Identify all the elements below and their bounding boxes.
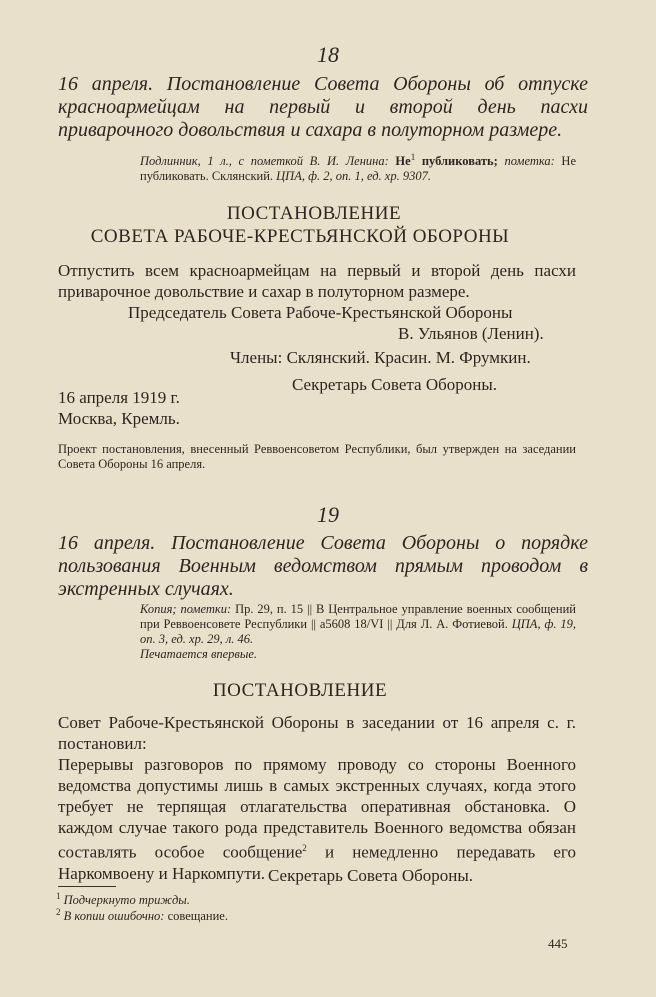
- decree-text: [58, 712, 576, 884]
- document-heading: 16 апреля. Постановление Совета Обороны о порядке пользования Военным ведомством прямым проводом в экстренных случаях.: [58, 532, 588, 600]
- decree-subtitle: СОВЕТА РАБОЧЕ-КРЕСТЬЯНСКОЙ ОБОРОНЫ: [90, 226, 510, 247]
- signature-chairman: Председатель Совета Рабоче-Крестьянской Обороны: [128, 303, 513, 322]
- decree-text: Отпустить всем красноармейцам на первый и второй день пасхи приварочное довольствие и сахар в полуторном размере.: [58, 261, 576, 301]
- paragraph-text: Перерывы разговоров по прямому проводу со стороны Военного ведомства допустимы лишь в самых экстренных случаях, когда этого требует не терпящая отлагательства оперативная обстановка. О каждом случае такого рода представитель Военного ведомства обязан составлять особое сообщение: [58, 755, 576, 862]
- archive-reference: ЦПА, ф. 19, оп. 3, ед. хр. 29, л. 46.: [140, 617, 577, 646]
- decree-title: ПОСТАНОВЛЕНИЕ: [226, 203, 402, 224]
- footnote-divider: [58, 886, 116, 887]
- footnote-number: 1: [56, 891, 61, 901]
- footnote-text: совещание.: [167, 909, 228, 924]
- footnote-ref: 1: [410, 152, 416, 162]
- signature-members: Члены: Склянский. Красин. М. Фрумкин.: [230, 348, 531, 367]
- source-text: Подлинник, 1 л., с пометкой В. И. Ленина:: [140, 154, 389, 169]
- decree-date: 16 апреля 1919 г.: [58, 388, 180, 407]
- source-text: пометка:: [504, 154, 555, 169]
- archive-reference: ЦПА, ф. 2, оп. 1, ед. хр. 9307.: [276, 169, 431, 184]
- source-bold-text: Не: [395, 154, 411, 169]
- paragraph: Совет Рабоче-Крестьянской Обороны в заседании от 16 апреля с. г. постановил:: [58, 713, 576, 753]
- document-number: 19: [317, 502, 339, 527]
- paragraph: [58, 754, 576, 884]
- footnote-number: 2: [56, 907, 61, 917]
- publication-note: Печатается впервые.: [140, 647, 257, 661]
- archival-source-note: [140, 150, 576, 184]
- source-text: Пр. 29, п. 15 || В Центральное управление военных сообщений при Реввоенсовете Республики || а5608 18/VI || Для Л. А. Фотиевой.: [140, 602, 576, 631]
- document-number: 18: [317, 42, 339, 67]
- footnote-text: Подчеркнуто трижды.: [63, 893, 190, 908]
- footnote: [56, 891, 190, 908]
- footnote-text: В копии ошибочно:: [63, 909, 165, 924]
- editorial-note: Проект постановления, внесенный Реввоенсоветом Республики, был утвержден на заседании Совета Обороны 16 апреля.: [58, 442, 576, 471]
- decree-place: Москва, Кремль.: [58, 409, 180, 428]
- signature-secretary: Секретарь Совета Обороны.: [292, 375, 498, 394]
- paragraph-text: и немедленно передавать его Наркомвоену и Наркомпути.: [58, 842, 576, 883]
- document-heading: 16 апреля. Постановление Совета Обороны об отпуске красноармейцам на первый и второй день пасхи приварочного довольствия и сахара в полуторном размере.: [58, 73, 588, 141]
- signature-chairman-name: В. Ульянов (Ленин).: [398, 324, 544, 343]
- source-text: Не публиковать. Склянский.: [140, 154, 576, 184]
- page-number: 445: [548, 936, 568, 951]
- footnote: [56, 907, 228, 924]
- decree-title: ПОСТАНОВЛЕНИЕ: [212, 680, 388, 701]
- source-bold-text: публиковать;: [421, 154, 498, 169]
- footnote-ref: 2: [302, 843, 307, 853]
- source-text: Копия; пометки:: [140, 602, 232, 616]
- archival-source-note: [140, 602, 576, 662]
- signature-secretary: Секретарь Совета Обороны.: [268, 866, 474, 885]
